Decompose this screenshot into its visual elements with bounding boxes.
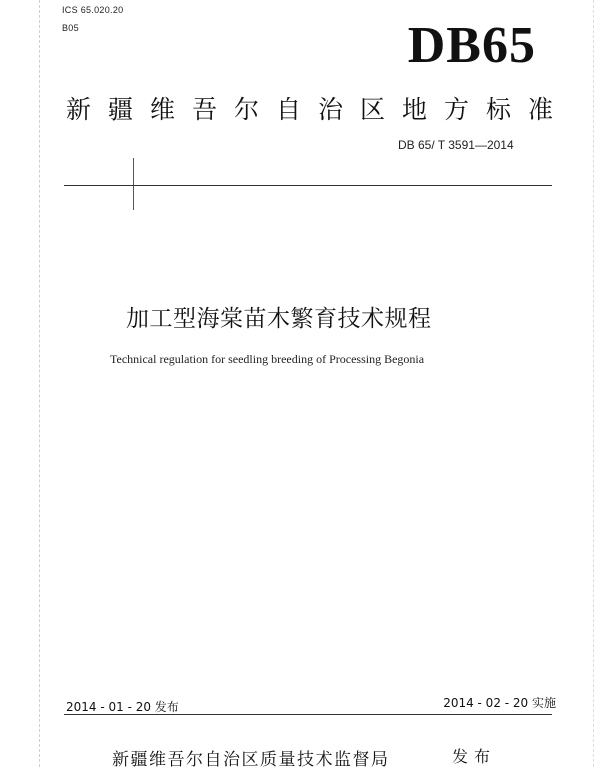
vertical-tick-line [133, 158, 134, 210]
ics-code: ICS 65.020.20 [62, 5, 124, 15]
footer-rule [64, 714, 552, 715]
issuing-authority: 新疆维吾尔自治区质量技术监督局 [112, 750, 390, 770]
issue-label: 发布 [452, 747, 497, 766]
ccs-code: B05 [62, 23, 79, 33]
document-title-english: Technical regulation for seedling breeding of Processing Begonia [110, 352, 425, 366]
standard-number: DB 65/ T 3591—2014 [398, 138, 514, 152]
standard-type-heading: 新疆维吾尔自治区地方标准 [66, 95, 571, 124]
standard-mark: DB65 [407, 17, 536, 74]
scan-margin-line-left [39, 0, 40, 767]
implementation-date: 2014 - 02 - 20 实施 [443, 696, 556, 710]
scan-margin-line-right [593, 0, 594, 767]
issue-date: 2014 - 01 - 20 发布 [66, 700, 179, 714]
header-rule [64, 185, 552, 186]
document-title-chinese: 加工型海棠苗木繁育技术规程 [126, 306, 432, 332]
